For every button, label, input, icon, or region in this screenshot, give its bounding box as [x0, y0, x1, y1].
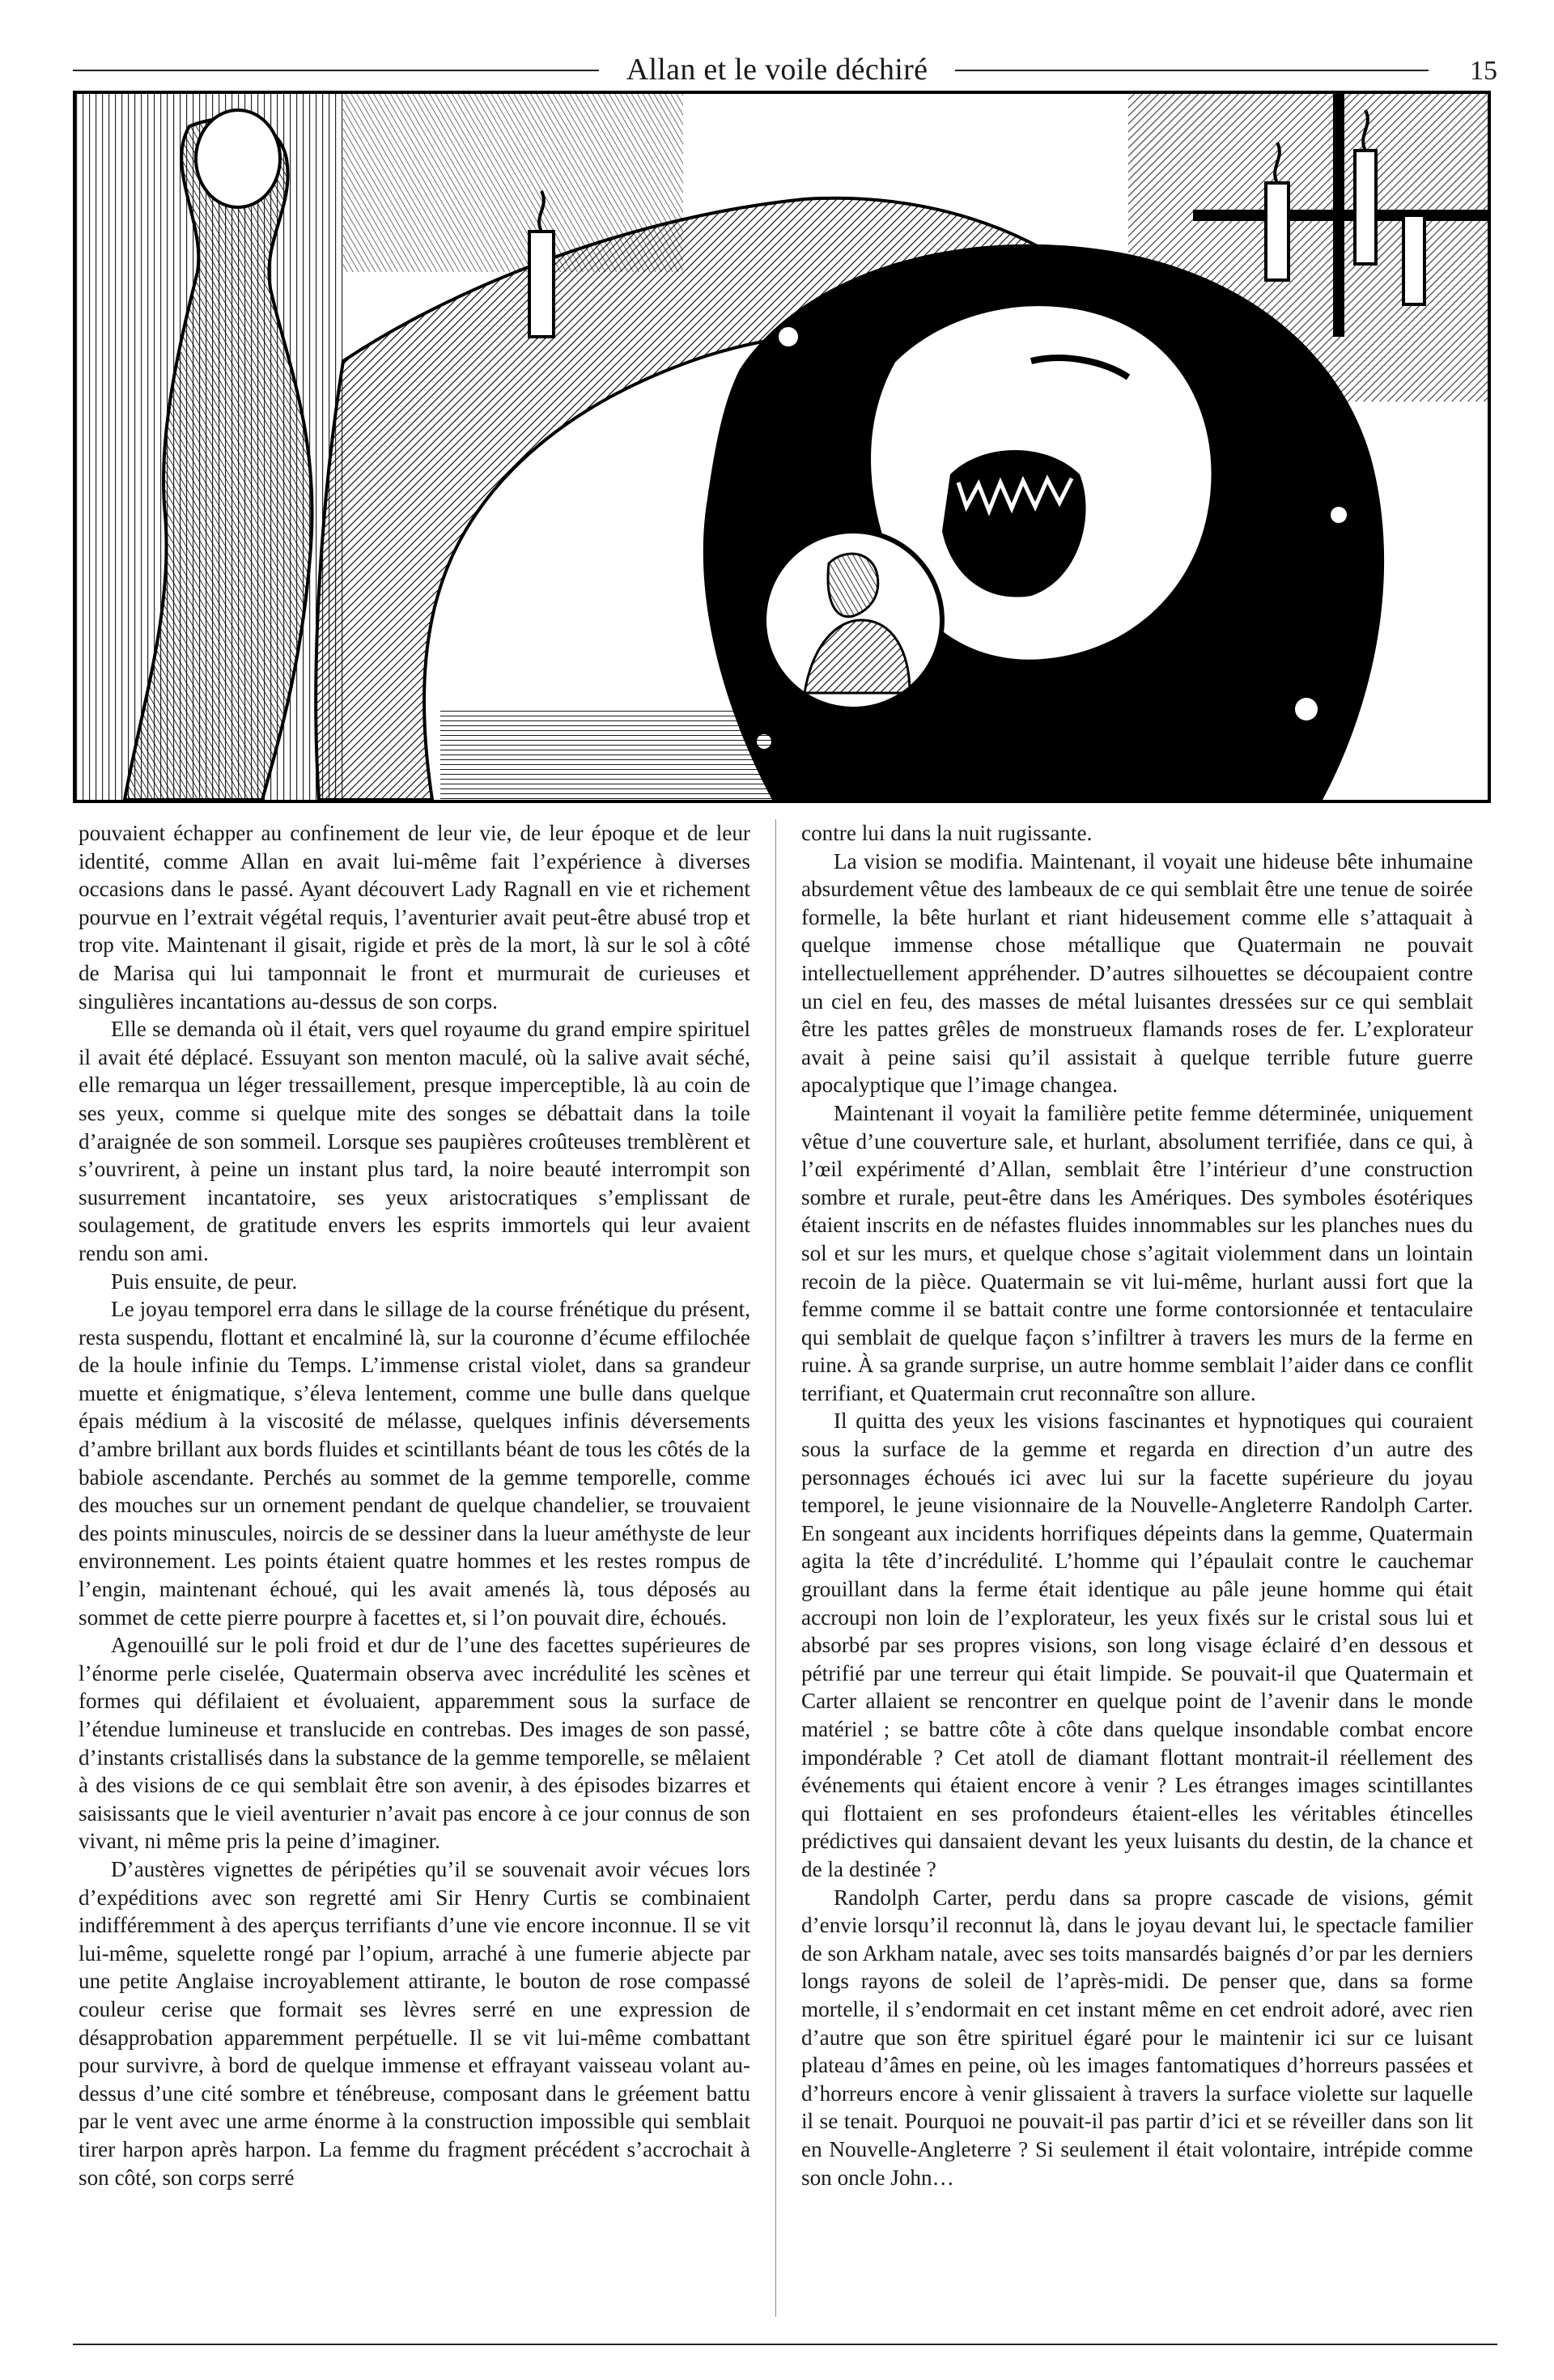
paragraph: Elle se demanda où il était, vers quel royaume du grand empire spirituel il avait été déplacé. Essuyant son menton maculé, où la salive avait séché, elle remarqua un léger tressaillement, presque imperceptible, là au coin de ses yeux, comme si quelque mite des songes se débattait dans la toile d’araignée de son sommeil. Lorsque ses paupières croûteuses tremblèrent et s’ouvrirent, à peine un instant plus tard, la noire beauté interrompit son susurrement incantatoire, ses yeux aristocratiques s’emplissant de soulagement, de gratitude envers les esprits immortels qui leur avaient rendu son ami. [79, 1017, 750, 1265]
page-number: 15 [1470, 56, 1497, 86]
paragraph: Agenouillé sur le poli froid et dur de l’une des facettes supérieures de l’énorme perle ciselée, Quatermain observa avec incrédulité les scènes et formes qui défilaient et évoluaient, apparemment sous la surface de l’étendue lumineuse et translucide en contrebas. Des images de son passé, d’instants cristallisés dans la substance de la gemme temporelle, se mêlaient à des visions de ce qui semblait être son avenir, à des épisodes bizarres et saisissants que le vieil aventurier n’avait pas encore à ce jour connus de son vivant, ni même pris la peine d’imaginer. [79, 1633, 750, 1854]
comic-panel-illustration [73, 91, 1491, 803]
header-rule-left [73, 70, 599, 71]
paragraph: Puis ensuite, de peur. [111, 1269, 298, 1294]
paragraph: contre lui dans la nuit rugissante. [801, 821, 1093, 845]
bottom-rule [73, 2344, 1497, 2345]
woman-head [196, 110, 280, 207]
text-column-right [801, 819, 1473, 2325]
paragraph: Randolph Carter, perdu dans sa propre cascade de visions, gémit d’envie lorsqu’il reconnut là, dans le joyau devant lui, le spectacle familier de son Arkham natale, avec ses toits mansardés baignés d’or par les derniers longs rayons de soleil de l’après-midi. De penser que, dans sa forme mortelle, il s’endormait en cet instant même en cet endroit adoré, avec rien d’autre que son être spirituel égaré pour le maintenir ici sur ce luisant plateau d’âmes en peine, où les images fantomatiques d’horreurs passées et d’horreurs encore à venir glissaient à travers la surface violette sur laquelle il se tenait. Pourquoi ne pouvait-il pas partir d’ici et se réveiller dans son lit en Nouvelle-Angleterre ? Si seulement il était volontaire, intrépide comme son oncle John… [801, 1885, 1473, 2190]
paragraph: La vision se modifia. Maintenant, il voyait une hideuse bête inhumaine absurdement vêtue des lambeaux de ce qui semblait être une tenue de soirée formelle, la bête hurlant et riant hideusement comme elle s’attaquait à quelque immense chose métallique que Quatermain ne pouvait intellectuellement appréhender. D’autres silhouettes se découpaient contre un ciel en feu, des masses de métal luisantes dressées sur ce qui semblait être les pattes grêles de monstrueux flamands roses de fer. L’explorateur avait à peine saisi qu’il assistait à quelque terrible future guerre apocalyptique que l’image changea. [801, 848, 1473, 1098]
paragraph: Il quitta des yeux les visions fascinantes et hypnotiques qui couraient sous la surface de la gemme et regarda en direction d’un autre des personnages échoués ici avec lui sur la facette supérieure du joyau temporel, le jeune visionnaire de la Nouvelle-Angleterre Randolph Carter. En songeant aux incidents horrifiques dépeints dans la gemme, Quatermain agita la tête d’incrédulité. L’homme qui l’épaulait contre le cauchemar grouillant dans la ferme était identique au pâle jeune homme qui était accroupi non loin de l’explorateur, les yeux fixés sur le cristal sous lui et absorbé par ses propres visions, son long visage éclairé d’en dessous et pétrifié par une terreur qui était limpide. Se pouvait-il que Quatermain et Carter allaient se rencontrer en quelque point de l’avenir dans le monde matériel ; se battre côte à côte dans quelque insondable combat encore impondérable ? Cet atoll de diamant flottant montrait-il réellement des événements qui étaient encore à venir ? Les étranges images scintillantes qui flottaient en ses profondeurs étaient-elles les véritables étincelles prédictives qui dansaient devant les yeux luisants du destin, de la chance et de la destinée ? [801, 1409, 1473, 1881]
paragraph: D’austères vignettes de péripéties qu’il se souvenait avoir vécues lors d’expéditions avec son regretté ami Sir Henry Curtis se combinaient indifféremment à des aperçus terrifiants d’une vie encore inconnue. Il se vit lui-même, squelette rongé par l’opium, arraché à une fumerie abjecte par une petite Anglaise incroyablement attirante, le bouton de rose compassé couleur cerise que formait ses lèvres serré en une expression de désapprobation apparemment perpétuelle. Il se vit lui-même combattant pour survivre, à bord de quelque immense et effrayant vaisseau volant au-dessus d’une cité sombre et ténébreuse, composant dans le gréement battu par le vent avec une arme énorme à la construction impossible qui semblait tirer harpon après harpon. La femme du fragment précédent s’accrochait à son côté, son corps serré [79, 1856, 750, 2190]
header-rule-right [955, 70, 1429, 71]
paragraph: Le joyau temporel erra dans le sillage de la course frénétique du présent, resta suspendu, flottant et encalminé là, sur la couronne d’écume effilochée de la houle infinie du Temps. L’immense cristal violet, dans sa grandeur muette et énigmatique, s’éleva lentement, comme une bulle dans quelque épais médium à la viscosité de mélasse, quelques infinis déversements d’ambre brillant aux bords fluides et scintillants béant de tous les côtés de la babiole ascendante. Perchés au sommet de la gemme temporelle, comme des mouches sur un ornement pendant de quelque chandelier, se trouvaient des points minuscules, noircis de se dessiner dans la lueur améthyste de leur environnement. Les points étaient quatre hommes et les restes rompus de l’engin, maintenant échoué, qui les avait amenés là, tous déposés au sommet de cette pierre pourpre à facettes et, si l’on pouvait dire, échoués. [79, 1297, 750, 1630]
illustration-artwork [76, 94, 1488, 800]
text-column-left [79, 819, 750, 2325]
column-divider [775, 819, 776, 2317]
paragraph: pouvaient échapper au confinement de leur vie, de leur époque et de leur identité, comme Allan en avait lui-même fait l’expérience à diverses occasions dans le passé. Ayant découvert Lady Ragnall en vie et richement pourvue en l’extrait végétal requis, l’aventurier avait peut-être abusé trop et trop vite. Maintenant il gisait, rigide et près de la mort, là sur le sol à côté de Marisa qui lui tamponnait le front et murmurait de curieuses et singulières incantations au-dessus de son corps. [79, 821, 750, 1014]
running-title: Allan et le voile déchiré [626, 53, 928, 87]
paragraph: Maintenant il voyait la familière petite femme déterminée, uniquement vêtue d’une couverture sale, et hurlant, absolument terrifiée, dans ce qui, à l’œil expérimenté d’Allan, semblait être l’intérieur d’une construction sombre et rurale, peut-être dans les Amériques. Des symboles ésotériques étaient inscrits en de néfastes fluides innommables sur les planches nues du sol et sur les murs, et quelque chose s’agitait violemment dans un lointain recoin de la pièce. Quatermain se vit lui-même, hurlant aussi fort que la femme comme il se battait contre une forme contorsionnée et tentaculaire qui semblait de quelque façon s’infiltrer à travers les murs de la ferme en ruine. À sa grande surprise, un autre homme semblait l’aider dans ce conflit terrifiant, et Quatermain crut reconnaître son allure. [801, 1100, 1473, 1405]
running-header [73, 50, 1497, 91]
